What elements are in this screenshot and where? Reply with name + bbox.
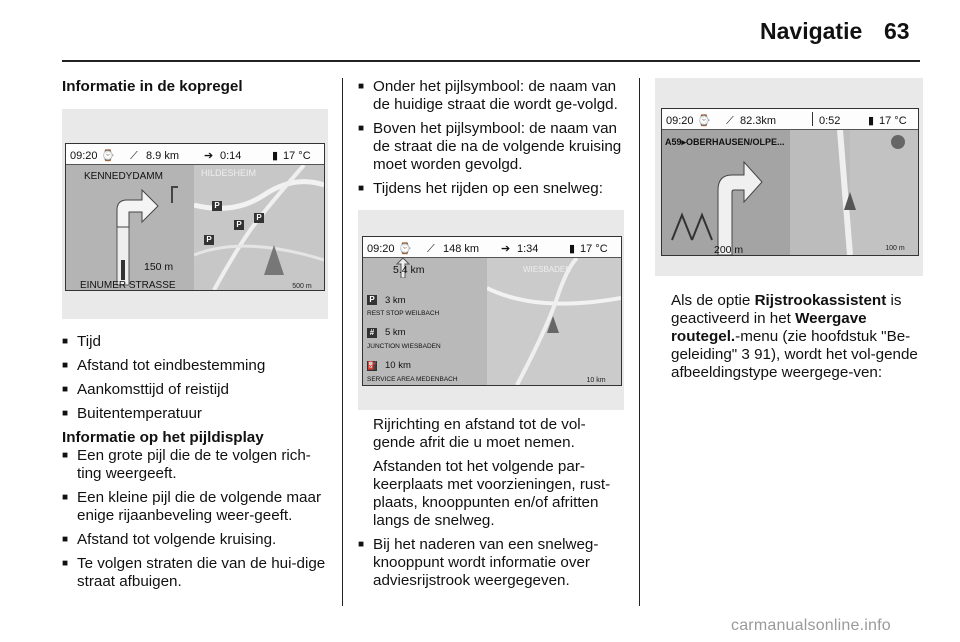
arrow-info-list [62,447,328,591]
list-item: ■ Onder het pijlsymbool: de naam van de huidige straat die wordt ge-volgd. [358,78,624,114]
paragraph: Afstanden tot het volgende par-keerplaats met voorzieningen, rust-plaats, knooppunten en/of afritten langs de snelweg. [373,458,611,529]
map-scale: 500 m [284,278,320,291]
paragraph-text: 91), wordt het vol-gende afbeeldingstype weergege-ven: [671,346,918,381]
map-scale: 10 km [577,372,615,386]
temperature-text: 17 °C [283,150,311,162]
street-bottom: EINUMER STRASSE [80,280,176,291]
section-heading-pijldisplay: Informatie op het pijldisplay [62,429,264,446]
figure-header-display [62,109,328,319]
map-roads-icon [194,165,324,290]
section-heading-kopregel: Informatie in de kopregel [62,78,243,95]
status-bar [662,109,918,130]
list-item: ■ Afstand tot volgende kruising. [62,531,328,549]
watermark: carmanualsonline.info [731,617,891,634]
service-icon: ⛽ [367,361,377,370]
list-item: ■ Buitentemperatuur [62,405,328,423]
up-arrow-icon [363,258,487,278]
turn-distance: 200 m [714,244,744,256]
page-ref-icon: 3 [741,346,750,363]
road-sign: A59▸OBERHAUSEN/OLPE... [665,137,785,147]
road-icon: ⟋ [726,115,734,127]
temperature-icon: ▮ [272,150,279,162]
clock-icon: ⌚ [697,115,711,127]
page-number: 63 [884,18,910,44]
map-place: WIESBADEN [523,265,572,274]
parking-icon: P [254,213,264,223]
next-exit-distance: 5.4 km [393,264,425,276]
eta-text: 0:14 [220,150,242,162]
lane-assist-paragraph [655,292,923,382]
parking-icon: P [212,201,222,211]
column-1 [62,78,328,591]
entry-name: REST STOP WEILBACH [367,310,440,317]
list-item: ■ Te volgen straten die van de hui-dige straat afbuigen. [62,555,328,591]
nav-screen-3 [661,108,919,256]
road-icon: ⟋ [130,150,138,162]
nav-screen-2 [362,236,622,386]
column-divider-2 [639,78,640,606]
eta-text: 0:52 [819,115,841,127]
column-divider-1 [342,78,343,606]
clock-text: 09:20 [367,243,395,255]
map-scale: 100 m [876,240,914,256]
arrow-panel [66,165,194,290]
paragraph-text: is geactiveerd in het [671,292,902,327]
status-separator [812,112,813,126]
distance-text: 82.3km [740,115,777,127]
entry-dist: 3 km [385,295,406,306]
figure-lane-assist [655,78,923,276]
status-bar [363,237,621,258]
entry-dist: 10 km [385,360,411,371]
nav-screen-1 [65,143,325,291]
arrival-icon: ➔ [501,243,511,255]
eta-text: 1:34 [517,243,539,255]
lane-panel [662,130,790,255]
map-panel [487,258,621,385]
clock-icon: ⌚ [101,150,115,162]
status-bar [66,144,324,165]
column-2 [358,78,624,590]
entry-dist: 5 km [385,327,406,338]
highway-panel [363,258,487,385]
header-info-list [62,333,328,423]
list-item: ■ Een kleine pijl die de volgende maar enige rijaanbeveling weer-geeft. [62,489,328,525]
menu-name: Weergave routegel. [671,310,867,345]
list-item: ■ Tijd [62,333,328,351]
junction-info-list [358,536,624,590]
paragraph-text: Als de optie [671,292,755,309]
list-item: ■ Boven het pijlsymbool: de naam van de straat die na de volgende kruising moet worden gevolgd. [358,120,624,174]
map-place: HILDESHEIM [201,168,257,178]
list-item: ■ Aankomsttijd of reistijd [62,381,328,399]
clock-text: 09:20 [70,150,98,162]
parking-icon: P [204,235,214,245]
header-rule [62,60,920,62]
highway-notes [358,416,624,530]
clock-icon: ⌚ [398,243,412,255]
temperature-icon: ▮ [569,243,576,255]
arrival-icon: ➔ [204,150,214,162]
figure-highway-display [358,210,624,410]
page-header-title: Navigatie [760,18,863,44]
list-item: ■ Bij het naderen van een snelweg-knooppunt wordt informatie over adviesrijstrook weergegeven. [358,536,624,590]
map-panel [790,130,918,255]
turn-distance: 150 m [144,261,174,273]
temperature-icon: ▮ [868,115,875,127]
entry-name: JUNCTION WIESBADEN [367,343,441,350]
road-icon: ⟋ [427,243,435,255]
list-item: ■ Afstand tot eindbestemming [62,357,328,375]
distance-text: 148 km [443,243,480,255]
arrow-details-list [358,78,624,198]
junction-icon: # [367,328,377,338]
clock-text: 09:20 [666,115,694,127]
column-3 [655,78,923,382]
temperature-text: 17 °C [580,243,608,255]
parking-icon: P [234,220,244,230]
parking-icon: P [367,295,377,305]
paragraph-text: -menu (zie hoofdstuk "Be-geleiding" [671,328,911,363]
list-item: ■ Tijdens het rijden op een snelweg: [358,180,624,198]
map-panel [194,165,324,290]
street-top: KENNEDYDAMM [84,171,163,182]
paragraph: Rijrichting en afstand tot de vol-gende afrit die u moet nemen. [373,416,586,451]
list-item: ■ Een grote pijl die de te volgen rich-ting weergeeft. [62,447,328,483]
temperature-text: 17 °C [879,115,907,127]
option-name: Rijstrookassistent [754,292,887,309]
map-roads-icon [790,130,918,255]
entry-name: SERVICE AREA MEDENBACH [367,376,458,383]
distance-text: 8.9 km [146,150,180,162]
